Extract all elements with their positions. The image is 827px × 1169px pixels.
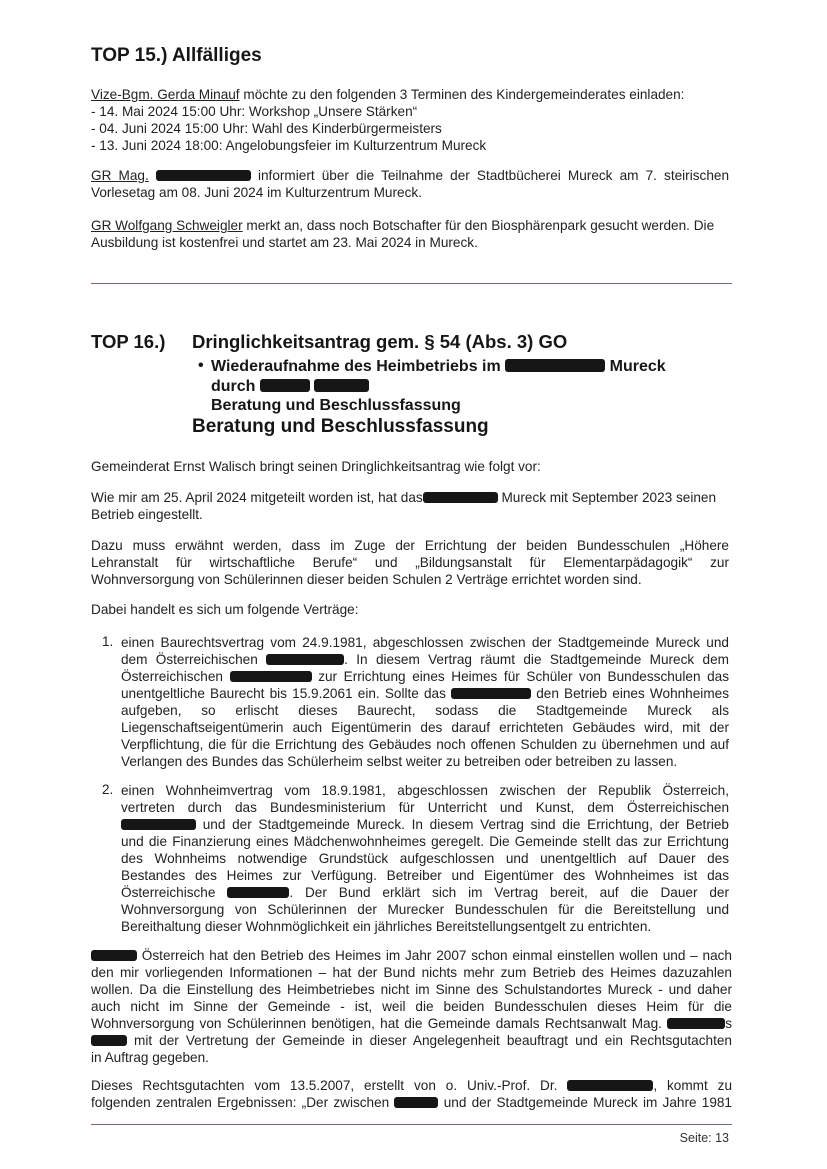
gr-mag-text-1: informiert über die Teilnahme der Stadtbücherei Mureck am 7. steirischen — [250, 168, 730, 183]
gr-wolfgang-text-2: Ausbildung ist kostenfrei und startet am 23. Mai 2024 in Mureck. — [91, 235, 478, 250]
bullet-1a: Wiederaufnahme des Heimbetriebs im — [211, 358, 501, 375]
top16-subtitle: Beratung und Beschlussfassung — [192, 416, 489, 437]
bullet-line-2 — [211, 378, 369, 396]
top16-title: Dringlichkeitsantrag gem. § 54 (Abs. 3) GO — [192, 331, 568, 352]
item1-l4b: den Betrieb eines Wohnheimes — [536, 686, 730, 701]
item1-l3a: Österreichischen — [121, 669, 223, 684]
item2-l2: vertreten durch das Bundesministerium für Unterricht und Kunst, dem Österreichischen — [121, 800, 729, 815]
p4-l6b: mit der Vertretung der Gemeinde in dieser Angelegenheit beauftragt und ein Rechtsgutachten — [134, 1033, 732, 1048]
redaction — [394, 1097, 438, 1108]
gr-mag-name: GR Mag. — [91, 168, 149, 183]
redaction — [314, 379, 369, 392]
termin-3: - 13. Juni 2024 18:00: Angelobungsfeier im Kulturzentrum Mureck — [91, 138, 487, 153]
item-1-number: 1. — [102, 634, 114, 649]
section-divider — [91, 283, 732, 284]
bullet-line-3: Beratung und Beschlussfassung — [211, 397, 461, 414]
item2-l5: des Wohnheims notwendige Grundstück aufgeschlossen und unentgeltlich auf Dauer des — [121, 851, 729, 866]
top16-number: TOP 16.) — [91, 331, 166, 352]
p5-l2b: und der Stadtgemeinde Mureck im Jahre 1981 — [443, 1095, 732, 1110]
item2-l7b: . Der Bund erklärt sich im Vertrag bereit, auf die Dauer der — [289, 885, 730, 900]
redaction — [505, 359, 605, 372]
redaction — [227, 887, 289, 898]
bullet-1b: Mureck — [609, 358, 666, 375]
item2-l1: einen Wohnheimvertrag vom 18.9.1981, abgeschlossen zwischen der Republik Österreich, — [121, 783, 729, 798]
vize-name: Vize-Bgm. Gerda Minauf — [91, 87, 240, 102]
p2-3: Wohnversorgung von Schülerinnen dieser beiden Schulen 2 Verträge errichtet worden sind. — [91, 572, 642, 587]
vize-text: möchte zu den folgenden 3 Terminen des Kindergemeinderates einladen: — [239, 87, 685, 102]
p2-2: Lehranstalt für wirtschaftliche Berufe“ und „Bildungsanstalt für Elementarpädagogik“ zur — [91, 555, 729, 570]
redaction — [91, 1035, 127, 1046]
redaction — [667, 1018, 725, 1029]
page-number: Seite: 13 — [679, 1131, 729, 1145]
gr-wolfgang-name: GR Wolfgang Schweigler — [91, 218, 243, 233]
termin-2: - 04. Juni 2024 15:00 Uhr: Wahl des Kinderbürgermeisters — [91, 121, 442, 136]
item1-l7: Verpflichtung, die für die Errichtung des Gebäudes noch offenen Schulden zu übernehmen und auf — [121, 737, 729, 752]
redaction — [451, 688, 531, 699]
p4-l1b: Österreich hat den Betrieb des Heimes im Jahr 2007 schon einmal einstellen wollen und – nach — [141, 948, 732, 963]
paragraph-1 — [91, 489, 729, 523]
item2-l6: Bestandes des Heimes zur Verfügung. Betreiber und Eigentümer des Wohnheimes ist das — [121, 868, 729, 883]
item2-l9: Bereithaltung dieser Wohnmöglichkeit ein jährliches Bereitstellungsentgelt zu entrichten. — [121, 919, 652, 934]
termin-1: - 14. Mai 2024 15:00 Uhr: Workshop „Unsere Stärken“ — [91, 104, 418, 119]
redaction — [91, 950, 137, 961]
p1-a: Wie mir am 25. April 2024 mitgeteilt worden ist, hat das — [91, 490, 423, 505]
item2-l7a: Österreichische — [121, 885, 216, 900]
item-2 — [121, 782, 729, 935]
item1-l1: einen Baurechtsvertrag vom 24.9.1981, abgeschlossen zwischen der Stadtgemeinde Mureck und — [121, 635, 729, 650]
paragraph-3: Dabei handelt es sich um folgende Verträge: — [91, 602, 359, 617]
p5-l1b: , kommt zu — [653, 1078, 733, 1093]
p4-l2: den mir vorliegenden Informationen – hat der Bund nichts mehr zum Betrieb des Heimes dazuzahlen — [91, 965, 732, 980]
item2-l3b: und der Stadtgemeinde Mureck. In diesem Vertrag sind die Errichtung, der Betrieb — [202, 817, 729, 832]
p4-l4: auch nicht im Sinne der Gemeinde - ist, weil die beiden Bundesschulen dieses Heim für die — [91, 999, 732, 1014]
item-1 — [121, 634, 729, 770]
item1-l8: Verlangen des Bundes das Schülerheim selbst weiter zu betreiben oder betreiben zu lassen. — [121, 754, 678, 769]
p5-l2a: folgenden zentralen Ergebnissen: „Der zwischen — [91, 1095, 390, 1110]
redaction — [230, 671, 312, 682]
intro-paragraph: Gemeinderat Ernst Walisch bringt seinen Dringlichkeitsantrag wie folgt vor: — [91, 459, 541, 474]
footer-divider — [91, 1124, 732, 1125]
item1-l2a: dem Österreichischen — [121, 652, 258, 667]
bullet-line-1 — [211, 358, 666, 376]
vize-paragraph — [91, 86, 729, 154]
bullet-2: durch — [211, 378, 256, 395]
item-2-number: 2. — [102, 782, 114, 797]
paragraph-5 — [91, 1077, 732, 1111]
redaction — [567, 1080, 653, 1091]
item1-l6: Liegenschaftseigentümerin auch Eigentümerin des darauf errichteten Gebäudes wird, mit der — [121, 720, 729, 735]
redaction — [423, 492, 498, 503]
item1-l3b: zur Errichtung eines Heimes für Schüler von Bundesschulen das — [318, 669, 730, 684]
item2-l4: und die Finanzierung eines Mädchenwohnheimes geregelt. Die Gemeinde stellt das zur Errichtung — [121, 834, 729, 849]
p5-l1a: Dieses Rechtsgutachten vom 13.5.2007, erstellt von o. Univ.-Prof. Dr. — [91, 1078, 558, 1093]
item1-l5: aufgeben, so erlischt dieses Baurecht, sodass die Stadtgemeinde Mureck als — [121, 703, 729, 718]
redaction — [156, 170, 251, 181]
p4-l5a: Wohnversorgung von Schülerinnen benötigen, hat die Gemeinde damals Rechtsanwalt Mag. — [91, 1016, 662, 1031]
redaction — [121, 819, 196, 830]
p1-b: Mureck mit September 2023 seinen — [501, 490, 717, 505]
gr-mag-text-2: Vorlesetag am 08. Juni 2024 im Kulturzentrum Mureck. — [91, 185, 422, 200]
item1-l4a: unentgeltliche Baurecht bis 15.9.2061 ein. Sollte das — [121, 686, 446, 701]
gr-wolfgang-paragraph — [91, 217, 729, 251]
gr-mag-paragraph — [91, 167, 729, 201]
item1-l2b: . In diesem Vertrag räumt die Stadtgemeinde Mureck dem — [344, 652, 729, 667]
redaction — [260, 379, 310, 392]
paragraph-2 — [91, 537, 729, 588]
item2-l8: Wohnversorgung von Schülerinnen der Murecker Bundesschulen für die Bereitstellung und — [121, 902, 729, 917]
p1-c: Betrieb eingestellt. — [91, 507, 203, 522]
p2-1: Dazu muss erwähnt werden, dass im Zuge der Errichtung der beiden Bundesschulen „Höhere — [91, 538, 729, 553]
bullet-dot: • — [198, 357, 204, 374]
top15-heading: TOP 15.) Allfälliges — [91, 45, 262, 66]
p4-l7: in Auftrag gegeben. — [91, 1050, 209, 1065]
p4-l5b: s — [725, 1016, 732, 1031]
redaction — [266, 654, 344, 665]
paragraph-4 — [91, 947, 732, 1066]
gr-wolfgang-text-1: merkt an, dass noch Botschafter für den Biosphärenpark gesucht werden. Die — [242, 218, 715, 233]
p4-l3: wollen. Da die Einstellung des Heimbetriebes nicht im Sinne des Schulstandortes Mureck - und daher — [91, 982, 732, 997]
